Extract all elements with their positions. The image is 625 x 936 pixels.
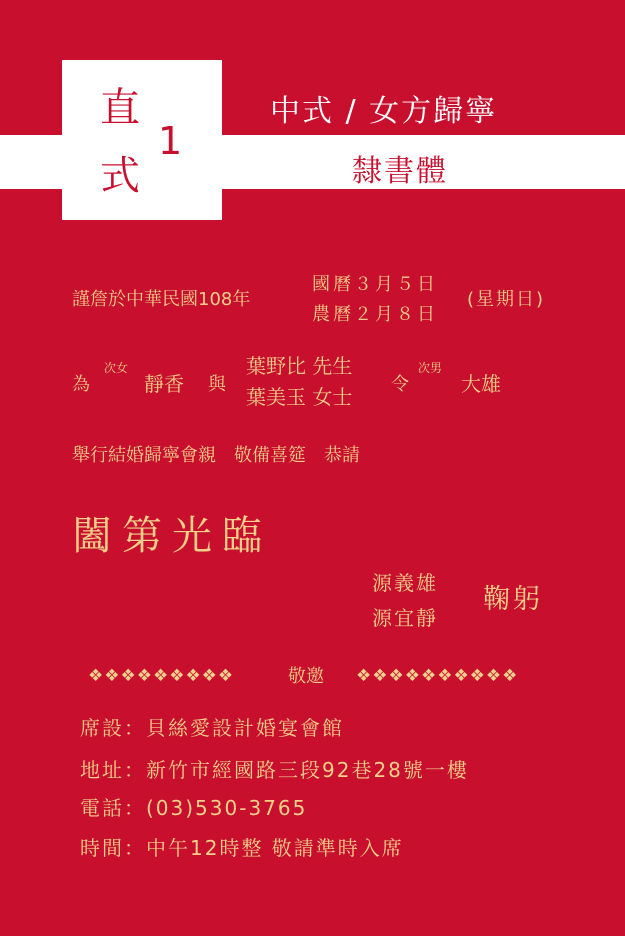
venue-line: 席設：貝絲愛設計婚宴會館 — [80, 716, 344, 740]
closing-phrase: 闔第光臨 — [72, 513, 272, 559]
right-ornament: ❖❖❖❖❖❖❖❖❖❖ — [356, 666, 519, 686]
son-rank: 次男 — [418, 361, 443, 375]
date-prefix: 謹詹於中華民國108年 — [72, 289, 251, 310]
badge-char-2: 式 — [100, 153, 140, 199]
time-line: 時間：中午12時整 敬請準時入席 — [80, 836, 404, 860]
honorific: 令 — [391, 374, 409, 395]
solar-date: 國曆３月５日 — [312, 274, 438, 295]
for-label: 為 — [72, 374, 90, 395]
with-label: 與 — [208, 374, 226, 395]
ceremony-line: 舉行結婚歸寧會親 敬備喜筵 恭請 — [72, 445, 360, 466]
host-father: 源義雄 — [372, 571, 438, 595]
weekday: (星期日) — [467, 289, 546, 310]
style-badge — [62, 60, 222, 220]
left-ornament: ❖❖❖❖❖❖❖❖❖ — [88, 666, 235, 686]
son-name: 大雄 — [461, 372, 501, 396]
father-name: 葉野比 先生 — [246, 354, 353, 378]
daughter-rank: 次女 — [104, 361, 129, 375]
host-mother: 源宜靜 — [372, 606, 438, 630]
daughter-name: 靜香 — [144, 372, 184, 396]
lunar-date: 農曆２月８日 — [312, 304, 438, 325]
phone-line: 電話：(03)530-3765 — [80, 796, 308, 820]
address-line: 地址：新竹市經國路三段92巷28號一樓 — [80, 758, 469, 782]
host-bow: 鞠躬 — [483, 584, 543, 615]
style-title: 中式 / 女方歸寧 — [270, 94, 498, 129]
font-name: 隸書體 — [352, 154, 448, 189]
mother-name: 葉美玉 女士 — [246, 385, 353, 409]
badge-char-1: 直 — [100, 85, 140, 131]
badge-number: 1 — [158, 119, 183, 163]
respect-invite: 敬邀 — [288, 666, 324, 687]
